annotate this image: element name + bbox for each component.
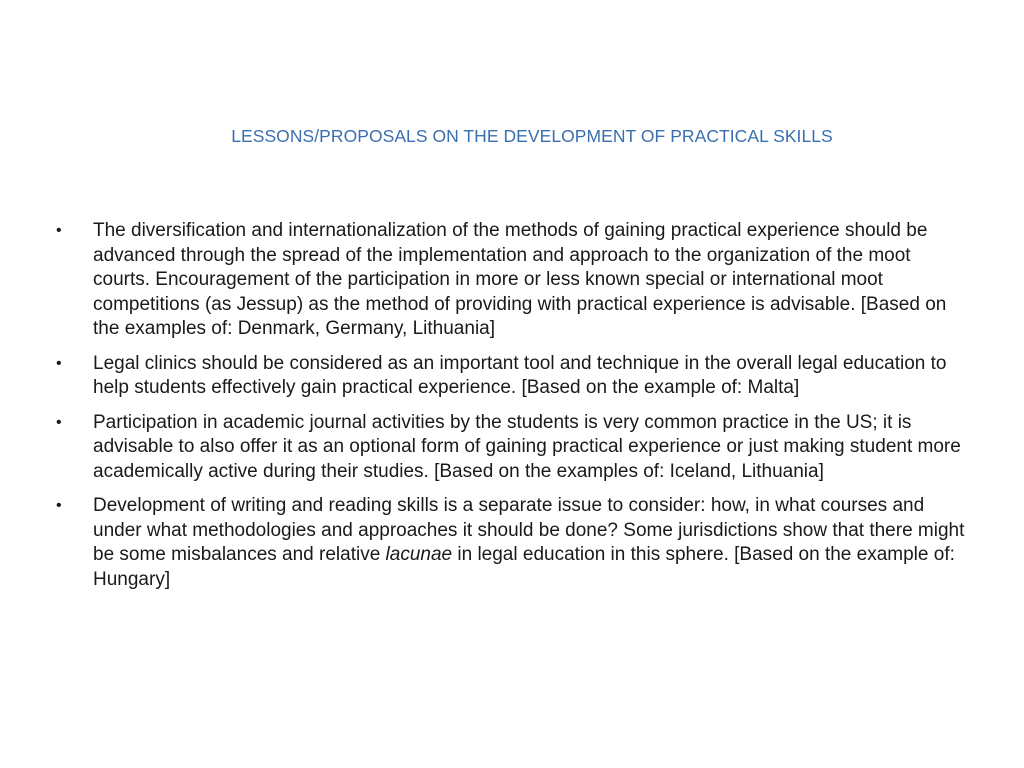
bullet-icon: • xyxy=(56,354,62,372)
bullet-item-moot-courts xyxy=(56,219,966,342)
bullet-text-italic: lacunae xyxy=(385,544,453,565)
bullet-icon: • xyxy=(56,497,62,514)
bullet-item-writing-reading xyxy=(56,494,966,592)
bullet-list xyxy=(56,219,966,602)
bullet-text: Legal clinics should be considered as an important tool and technique in the overall legal education to help students effectively gain practical experience. [Based on the example of: Malta] xyxy=(93,352,947,398)
bullet-text-after: in legal education in this sphere. [Based on the example of: Hungary] xyxy=(93,544,955,590)
bullet-item-academic-journals xyxy=(56,411,966,485)
bullet-text: The diversification and internationalization of the methods of gaining practical experience should be advanced through the spread of the implementation and approach to the organization of the moot courts. Encouragement of the participation in more or less known special or international moot competitions (as Jessup) as the method of providing with practical experience is advisable. [Based on the examples of: Denmark, Germany, Lithuania] xyxy=(93,220,947,339)
bullet-icon: • xyxy=(56,222,62,239)
bullet-text: Participation in academic journal activities by the students is very common practice in the US; it is advisable to also offer it as an optional form of gaining practical experience or just making student more academically active during their studies. [Based on the examples of: Iceland, Lithuania] xyxy=(93,411,961,482)
bullet-icon: • xyxy=(56,413,62,431)
bullet-item-legal-clinics xyxy=(56,352,966,401)
bullet-text-before: Development of writing and reading skills is a separate issue to consider: how, in what courses and under what methodologies and approaches it should be done? Some jurisdictions show that there might be some misbalances and relative xyxy=(93,495,965,565)
slide-title: LESSONS/PROPOSALS ON THE DEVELOPMENT OF PRACTICAL SKILLS xyxy=(231,126,833,146)
